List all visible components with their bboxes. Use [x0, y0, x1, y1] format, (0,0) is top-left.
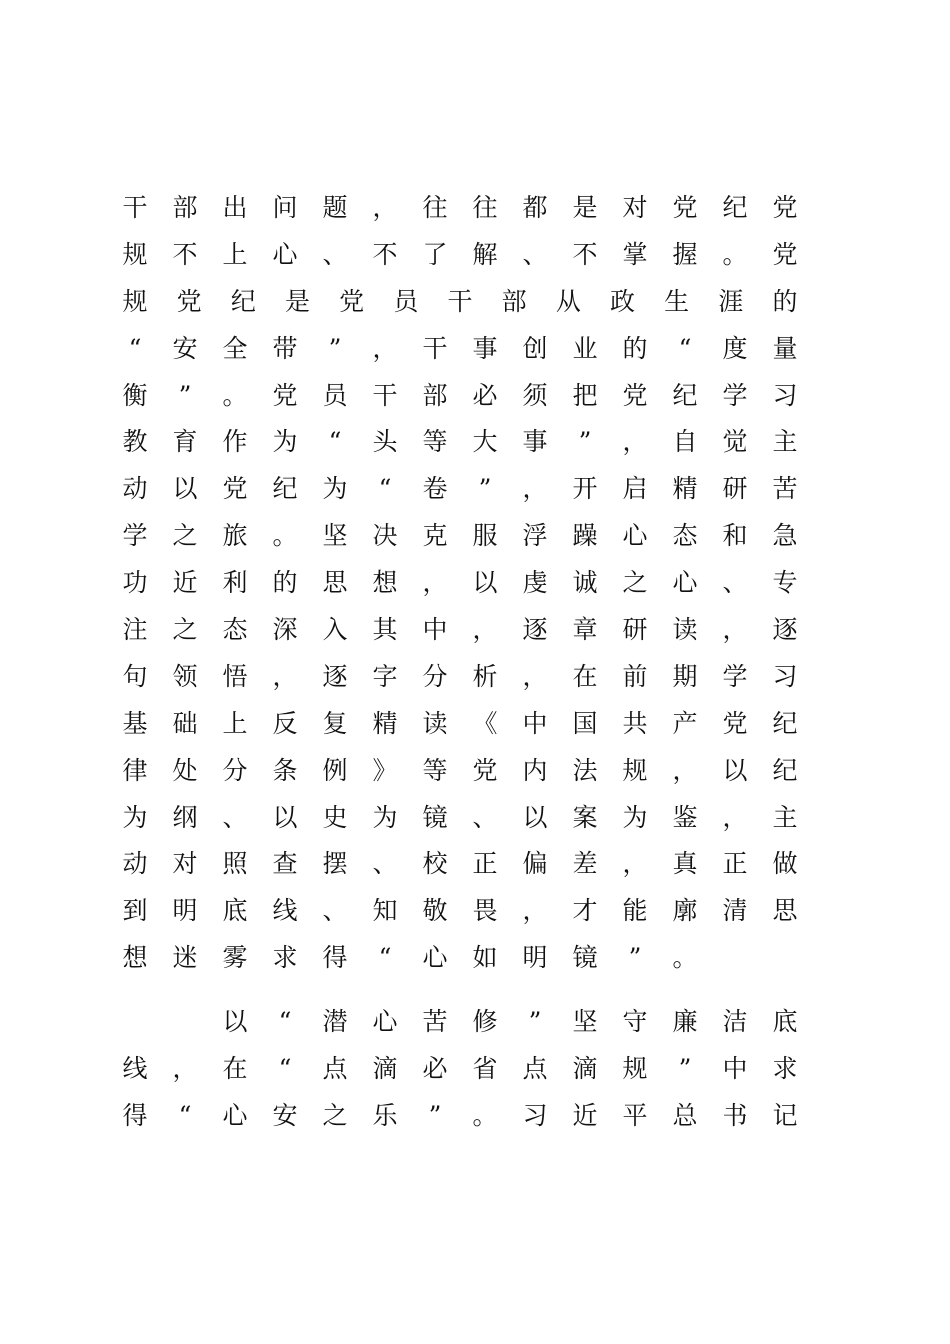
- text-char: 到: [122, 896, 148, 926]
- text-char: 和: [722, 521, 748, 551]
- text-char: 都: [522, 193, 548, 222]
- text-char: 。: [222, 380, 248, 410]
- text-char: 摆: [322, 849, 348, 879]
- text-char: 服: [472, 521, 498, 551]
- text-char: 不: [572, 239, 598, 269]
- text-line: [120, 329, 800, 376]
- text-line: [120, 1049, 800, 1096]
- text-char: 总: [672, 1100, 698, 1130]
- text-char: 以: [472, 568, 498, 598]
- text-char: 等: [422, 755, 448, 785]
- text-char: 心: [622, 521, 648, 551]
- text-line: [120, 1002, 800, 1049]
- text-char: 分: [422, 661, 448, 691]
- text-char: 注: [122, 615, 148, 645]
- text-char: 思: [322, 568, 348, 598]
- text-char: 党: [272, 380, 298, 410]
- text-char: 复: [322, 708, 348, 738]
- text-char: 明: [522, 943, 548, 973]
- text-char: 掌: [622, 239, 648, 269]
- text-char: ，: [722, 802, 748, 832]
- text-char: 不: [172, 239, 198, 269]
- text-char: 敬: [422, 896, 448, 926]
- text-char: 坚: [322, 521, 348, 551]
- text-char: 态: [222, 615, 248, 645]
- text-line: [120, 798, 800, 845]
- text-char: ，: [522, 896, 548, 926]
- text-line: [120, 657, 800, 704]
- text-char: 启: [622, 474, 648, 504]
- text-char: “: [128, 333, 142, 363]
- text-char: 带: [272, 333, 298, 363]
- text-char: 潜: [322, 1007, 348, 1036]
- text-char: 础: [172, 708, 198, 738]
- text-line: [120, 516, 800, 563]
- text-char: 心: [672, 568, 698, 598]
- text-char: ”: [478, 474, 492, 504]
- text-char: 知: [372, 896, 398, 926]
- text-char: 苦: [772, 474, 798, 504]
- text-char: 部: [501, 286, 527, 316]
- text-char: 照: [222, 849, 248, 879]
- text-char: 领: [172, 661, 198, 691]
- text-char: 线: [122, 1053, 148, 1083]
- text-char: 学: [122, 521, 148, 551]
- text-char: 全: [222, 333, 248, 363]
- text-char: 功: [122, 568, 148, 598]
- text-line: [120, 751, 800, 798]
- text-char: 以: [522, 802, 548, 832]
- text-char: 书: [722, 1100, 748, 1130]
- text-char: 干: [447, 286, 473, 316]
- text-char: 主: [772, 427, 798, 457]
- text-char: 求: [272, 943, 298, 973]
- text-char: 为: [272, 427, 298, 457]
- text-char: 能: [622, 896, 648, 926]
- text-char: 鉴: [672, 802, 698, 832]
- text-char: 、: [222, 802, 248, 832]
- text-char: 主: [772, 802, 798, 832]
- text-char: ，: [272, 661, 298, 691]
- text-char: 点: [522, 1053, 548, 1083]
- text-char: 度: [722, 333, 748, 363]
- text-line: [120, 563, 800, 610]
- text-char: 干: [372, 380, 398, 410]
- text-char: 求: [772, 1053, 798, 1083]
- text-char: 纪: [772, 755, 798, 785]
- text-char: 往: [472, 193, 498, 222]
- text-char: 党: [472, 755, 498, 785]
- text-char: 为: [322, 474, 348, 504]
- text-char: 学: [722, 380, 748, 410]
- text-char: 员: [393, 286, 419, 316]
- text-char: 。: [472, 1100, 498, 1130]
- text-char: ”: [628, 943, 642, 973]
- text-char: 部: [172, 193, 198, 222]
- text-char: “: [378, 943, 392, 973]
- text-char: “: [678, 333, 692, 363]
- text-char: 得: [122, 1100, 148, 1130]
- text-char: 研: [722, 474, 748, 504]
- text-char: 分: [222, 755, 248, 785]
- text-char: 精: [372, 708, 398, 738]
- text-char: 卷: [422, 474, 448, 504]
- text-char: 握: [672, 239, 698, 269]
- text-char: 从: [555, 286, 581, 316]
- text-char: 之: [172, 521, 198, 551]
- text-char: 是: [284, 286, 310, 316]
- text-char: 期: [672, 661, 698, 691]
- text-line: [120, 235, 800, 282]
- text-char: 坚: [572, 1007, 598, 1036]
- text-char: ，: [622, 427, 648, 457]
- text-char: 动: [122, 474, 148, 504]
- text-char: 把: [572, 380, 598, 410]
- paragraph-2: [120, 1002, 800, 1143]
- text-char: 悟: [222, 661, 248, 691]
- text-char: ”: [328, 333, 342, 363]
- text-char: 的: [772, 286, 798, 316]
- text-char: 习: [772, 661, 798, 691]
- text-char: 才: [572, 896, 598, 926]
- text-char: 以: [222, 1007, 248, 1036]
- text-char: 读: [672, 615, 698, 645]
- text-char: 利: [222, 568, 248, 598]
- text-char: 对: [622, 193, 648, 222]
- text-char: 规: [122, 286, 148, 316]
- text-char: 心: [272, 239, 298, 269]
- text-char: 校: [422, 849, 448, 879]
- text-char: 近: [172, 568, 198, 598]
- text-line: [120, 188, 800, 235]
- text-char: 诚: [572, 568, 598, 598]
- text-char: 反: [272, 708, 298, 738]
- text-char: 。: [672, 943, 698, 973]
- text-char: 心: [372, 1007, 398, 1036]
- text-char: 政: [609, 286, 635, 316]
- text-line: [120, 422, 800, 469]
- text-char: 的: [272, 568, 298, 598]
- text-char: 逐: [322, 661, 348, 691]
- text-char: 解: [472, 239, 498, 269]
- text-char: 、: [522, 239, 548, 269]
- text-char: 纪: [772, 708, 798, 738]
- text-line: [120, 704, 800, 751]
- text-char: 题: [322, 193, 348, 222]
- text-char: 员: [322, 380, 348, 410]
- text-char: 章: [572, 615, 598, 645]
- text-char: 深: [272, 615, 298, 645]
- text-char: 决: [372, 521, 398, 551]
- text-char: 涯: [718, 286, 744, 316]
- text-char: 必: [472, 380, 498, 410]
- text-char: 在: [572, 661, 598, 691]
- text-char: 苦: [422, 1007, 448, 1036]
- text-char: 雾: [222, 943, 248, 973]
- text-char: 例: [322, 755, 348, 785]
- text-char: 底: [772, 1007, 798, 1036]
- text-char: 必: [422, 1053, 448, 1083]
- text-char: 作: [222, 427, 248, 457]
- text-char: 偏: [522, 849, 548, 879]
- text-char: 国: [572, 708, 598, 738]
- text-char: 正: [472, 849, 498, 879]
- text-char: 乐: [372, 1100, 398, 1130]
- text-char: 党: [222, 474, 248, 504]
- text-char: ”: [528, 1007, 542, 1036]
- text-char: 入: [322, 615, 348, 645]
- text-char: 觉: [722, 427, 748, 457]
- text-char: 、: [372, 849, 398, 879]
- text-char: 修: [472, 1007, 498, 1036]
- text-char: 差: [572, 849, 598, 879]
- text-char: ，: [372, 333, 398, 363]
- text-char: 安: [172, 333, 198, 363]
- text-char: 精: [672, 474, 698, 504]
- text-char: 查: [272, 849, 298, 879]
- text-char: ”: [428, 1100, 442, 1130]
- text-char: 线: [272, 896, 298, 926]
- text-char: 自: [672, 427, 698, 457]
- text-char: 专: [772, 568, 798, 598]
- text-char: 镜: [422, 802, 448, 832]
- text-char: 廓: [672, 896, 698, 926]
- text-line: [120, 844, 800, 891]
- text-char: 教: [122, 427, 148, 457]
- text-char: 正: [722, 849, 748, 879]
- text-char: 《: [472, 708, 498, 738]
- text-char: 习: [772, 380, 798, 410]
- text-char: 学: [722, 661, 748, 691]
- text-char: 心: [422, 943, 448, 973]
- text-char: “: [378, 474, 392, 504]
- text-char: 头: [372, 427, 398, 457]
- text-char: “: [178, 1100, 192, 1130]
- text-char: 做: [772, 849, 798, 879]
- text-char: 事: [522, 427, 548, 457]
- text-char: 清: [722, 896, 748, 926]
- text-char: 前: [622, 661, 648, 691]
- text-char: 上: [222, 708, 248, 738]
- text-char: 的: [622, 333, 648, 363]
- text-char: ，: [522, 661, 548, 691]
- text-char: 产: [672, 708, 698, 738]
- text-char: 法: [572, 755, 598, 785]
- text-char: 为: [122, 802, 148, 832]
- text-char: 。: [272, 521, 298, 551]
- text-char: 如: [472, 943, 498, 973]
- text-char: ”: [578, 427, 592, 457]
- text-line: [120, 938, 800, 985]
- text-char: 省: [472, 1053, 498, 1083]
- text-char: 对: [172, 849, 198, 879]
- text-char: 浮: [522, 521, 548, 551]
- text-char: 中: [422, 615, 448, 645]
- text-char: 底: [222, 896, 248, 926]
- text-char: 纪: [272, 474, 298, 504]
- text-char: 衡: [122, 380, 148, 410]
- text-char: 中: [522, 708, 548, 738]
- text-char: 明: [172, 896, 198, 926]
- text-char: 事: [472, 333, 498, 363]
- text-char: 安: [272, 1100, 298, 1130]
- text-char: 滴: [572, 1053, 598, 1083]
- text-char: 态: [672, 521, 698, 551]
- text-char: 点: [322, 1053, 348, 1083]
- text-char: 条: [272, 755, 298, 785]
- text-char: ，: [672, 755, 698, 785]
- text-char: 大: [472, 427, 498, 457]
- paragraph-1: [120, 188, 800, 985]
- text-char: 滴: [372, 1053, 398, 1083]
- text-char: 上: [222, 239, 248, 269]
- text-char: “: [278, 1007, 292, 1036]
- text-line: [120, 376, 800, 423]
- text-char: 之: [622, 568, 648, 598]
- text-char: 内: [522, 755, 548, 785]
- text-char: 》: [372, 755, 398, 785]
- text-char: 逐: [772, 615, 798, 645]
- text-char: 为: [372, 802, 398, 832]
- text-char: 躁: [572, 521, 598, 551]
- text-char: ，: [172, 1053, 198, 1083]
- text-char: 在: [222, 1053, 248, 1083]
- text-char: 克: [422, 521, 448, 551]
- text-char: 心: [222, 1100, 248, 1130]
- text-char: 党: [622, 380, 648, 410]
- text-line: [120, 1096, 800, 1143]
- text-char: ”: [178, 380, 192, 410]
- text-char: 近: [572, 1100, 598, 1130]
- text-char: 共: [622, 708, 648, 738]
- text-char: 纪: [230, 286, 256, 316]
- text-char: 往: [422, 193, 448, 222]
- text-char: ”: [678, 1053, 692, 1083]
- text-char: 案: [572, 802, 598, 832]
- text-char: 业: [572, 333, 598, 363]
- text-char: 想: [122, 943, 148, 973]
- text-char: 规: [122, 239, 148, 269]
- text-char: 、: [322, 239, 348, 269]
- text-char: 不: [372, 239, 398, 269]
- text-char: 思: [772, 896, 798, 926]
- text-char: ，: [372, 193, 398, 222]
- text-char: 党: [772, 193, 798, 222]
- text-char: ，: [472, 615, 498, 645]
- text-line: [120, 610, 800, 657]
- text-char: 字: [372, 661, 398, 691]
- text-char: 以: [722, 755, 748, 785]
- text-line: [120, 891, 800, 938]
- text-char: 问: [272, 193, 298, 222]
- text-char: 真: [672, 849, 698, 879]
- text-char: 党: [672, 193, 698, 222]
- text-char: 是: [572, 193, 598, 222]
- text-char: 部: [422, 380, 448, 410]
- text-char: 须: [522, 380, 548, 410]
- text-char: 律: [122, 755, 148, 785]
- text-char: 党: [339, 286, 365, 316]
- text-char: ，: [622, 849, 648, 879]
- text-char: 量: [772, 333, 798, 363]
- text-char: 研: [622, 615, 648, 645]
- text-char: 出: [222, 193, 248, 222]
- text-char: 、: [472, 802, 498, 832]
- text-char: 党: [176, 286, 202, 316]
- text-char: 虔: [522, 568, 548, 598]
- text-char: 平: [622, 1100, 648, 1130]
- text-char: 以: [272, 802, 298, 832]
- text-char: 处: [172, 755, 198, 785]
- text-char: 等: [422, 427, 448, 457]
- text-char: 以: [172, 474, 198, 504]
- text-char: 急: [772, 521, 798, 551]
- text-char: 干: [422, 333, 448, 363]
- text-char: 纲: [172, 802, 198, 832]
- text-char: 记: [772, 1100, 798, 1130]
- text-char: 干: [122, 193, 148, 222]
- text-char: 为: [622, 802, 648, 832]
- text-char: 纪: [672, 380, 698, 410]
- text-char: 想: [372, 568, 398, 598]
- text-char: 廉: [672, 1007, 698, 1036]
- text-char: 党: [772, 239, 798, 269]
- text-line: [120, 469, 800, 516]
- text-char: 了: [422, 239, 448, 269]
- text-char: 生: [664, 286, 690, 316]
- text-char: 规: [622, 1053, 648, 1083]
- text-char: 畏: [472, 896, 498, 926]
- text-char: 析: [472, 661, 498, 691]
- text-char: 迷: [172, 943, 198, 973]
- text-char: ，: [722, 615, 748, 645]
- text-char: 育: [172, 427, 198, 457]
- text-char: 之: [172, 615, 198, 645]
- text-char: 史: [322, 802, 348, 832]
- text-char: “: [278, 1053, 292, 1083]
- text-char: 、: [322, 896, 348, 926]
- text-char: 读: [422, 708, 448, 738]
- text-char: 洁: [722, 1007, 748, 1036]
- text-char: 。: [722, 239, 748, 269]
- text-char: 、: [722, 568, 748, 598]
- text-char: ，: [522, 474, 548, 504]
- text-char: 其: [372, 615, 398, 645]
- text-char: 纪: [722, 193, 748, 222]
- text-char: 镜: [572, 943, 598, 973]
- text-char: 创: [522, 333, 548, 363]
- text-char: 规: [622, 755, 648, 785]
- text-char: 基: [122, 708, 148, 738]
- text-char: ，: [422, 568, 448, 598]
- text-char: 得: [322, 943, 348, 973]
- text-char: 动: [122, 849, 148, 879]
- text-char: “: [328, 427, 342, 457]
- text-char: 习: [522, 1100, 548, 1130]
- text-char: 句: [122, 661, 148, 691]
- text-char: 之: [322, 1100, 348, 1130]
- text-char: 中: [722, 1053, 748, 1083]
- text-char: 开: [572, 474, 598, 504]
- text-char: 守: [622, 1007, 648, 1036]
- text-char: 旅: [222, 521, 248, 551]
- text-char: 逐: [522, 615, 548, 645]
- text-line: [120, 282, 800, 329]
- text-char: 党: [722, 708, 748, 738]
